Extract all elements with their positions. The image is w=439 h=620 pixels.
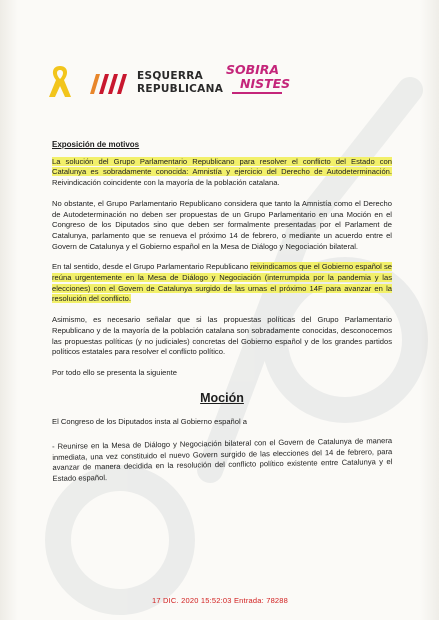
mocion-title: Moción (200, 390, 244, 405)
paragraph-1 (52, 157, 392, 189)
paragraph-4: Asimismo, es necesario señalar que si las propuestas políticas del Grupo Parlamentario Republicano y de la mayoría de la población catalana son sobradamente conocidas, desconocemos las propuestas políticas (y no judiciales) concretas del Gobierno español y de los grandes partidos políticos estatales para resolver el conflicto político. (52, 315, 392, 357)
motion-bullet: - Reunirse en la Mesa de Diálogo y Negociación bilateral con el Govern de Catalunya de manera inmediata, una vez constituido el nuevo Govern surgido de las elecciones del 14 de febrero, para avanzar de manera decidida en la resolución del conflicto político existente entre Catalunya y el Estado español. (52, 436, 393, 484)
sobira-line-1: SOBIRA (226, 62, 280, 77)
erc-line-1: ESQUERRA (137, 70, 204, 82)
erc-line-2: REPUBLICANA (137, 83, 224, 95)
paragraph-3 (52, 262, 392, 305)
registry-stamp: 17 DIC. 2020 15:52:03 Entrada: 78288 (152, 596, 289, 605)
highlighted-text-2: reivindicamos que el Gobierno español se reúna urgentemente en la Mesa de Diálogo y Negociación (interrumpida por la pandemia y las elecciones) con el Govern de Catalunya surgido de las urnas el próximo 14F para avanzar en la resolución del conflicto. (52, 262, 392, 304)
sobira-underline (232, 92, 282, 94)
section-heading: Exposición de motivos (52, 140, 140, 149)
yellow-ribbon-icon (46, 64, 74, 100)
erc-wordmark (137, 70, 223, 96)
document-body (52, 140, 392, 495)
paragraph-1-rest: Reivindicación coincidente con la mayoría de la población catalana. (52, 178, 280, 188)
paragraph-2: No obstante, el Grupo Parlamentario Republicano considera que tanto la Amnistía como el Derecho de Autodeterminación no deben ser propuestas de un Grupo Parlamentario en una Moción en el Congreso de los Diputados sino que deben ser formalmente presentadas por el Parlament de Catalunya, parlamento que se renueva el próximo 14 de febrero, o mediante un acuerdo entre el Govern de Catalunya y el Gobierno español en la Mesa de Diálogo y Negociación bilateral. (52, 198, 392, 251)
highlighted-text-1: La solución del Grupo Parlamentario Republicano para resolver el conflicto del Estado con Catalunya es sobradamente conocida: Amnistía y ejercicio del Derecho de Autodeterminación. (52, 156, 392, 177)
insta-line: El Congreso de los Diputados insta al Gobierno español a (52, 417, 248, 427)
sobiranistes-logo (226, 63, 290, 94)
sobira-line-2: NISTES (240, 76, 291, 91)
erc-logo-icon (88, 70, 130, 96)
intro-line: Por todo ello se presenta la siguiente (52, 367, 177, 377)
paragraph-3-start: En tal sentido, desde el Grupo Parlamentario Republicano (52, 262, 251, 272)
